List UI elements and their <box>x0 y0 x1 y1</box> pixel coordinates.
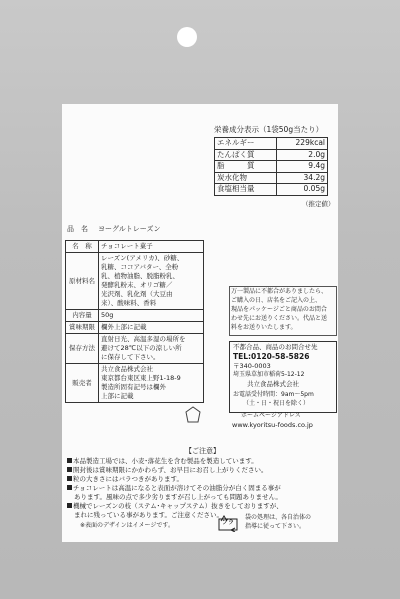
bullet-icon <box>67 458 72 463</box>
ingredients-line: 発酵乳粉末、オリゴ糖／ <box>101 281 173 289</box>
storage-line: に保存して下さい。 <box>101 353 160 361</box>
nutrition-title: 栄養成分表示（1袋50g当たり） <box>214 125 324 134</box>
design-note: ※表面のデザインはイメージです。 <box>80 522 174 529</box>
seller-line: 東京都台東区東上野1-18-9 <box>101 374 181 382</box>
caution-text: 本品製造工場では、小麦･落花生を含む製品を製造しています。 <box>73 457 258 465</box>
nutrition-row <box>215 161 328 173</box>
caution-item <box>67 458 258 465</box>
seller-line: 製造所固有記号は欄外 <box>101 383 166 391</box>
nutrition-label: 炭水化物 <box>215 172 277 184</box>
contents-value: 50g <box>99 310 204 322</box>
expiry-label: 賞味期限 <box>66 322 99 334</box>
bullet-icon <box>67 503 72 508</box>
name-value: チョコレート菓子 <box>99 241 204 253</box>
storage-line: 避けて28℃以下の涼しい所 <box>101 344 182 352</box>
contact-title: 不都合品、商品のお問合せ先 <box>233 343 318 351</box>
nutrition-value: 2.0g <box>277 149 328 161</box>
caution-continuation: まれに残っている事があります。ご注意ください。 <box>74 511 223 519</box>
caution-text: 開封後は賞味期限にかかわらず、お早目にお召し上がりください。 <box>73 466 268 474</box>
storage-value <box>99 334 204 364</box>
contents-label: 内容量 <box>66 310 99 322</box>
recycle-note-line: 指導に従って下さい。 <box>245 523 306 530</box>
nutrition-row <box>215 149 328 161</box>
caution-item <box>67 476 183 483</box>
package-material-icon <box>182 404 204 426</box>
ingredients-line: 乳糖、ココアバター、全粉 <box>101 263 179 271</box>
nutrition-value: 229kcal <box>277 138 328 150</box>
nutrition-table <box>214 137 328 196</box>
nutrition-value: 34.2g <box>277 172 328 184</box>
contact-hours: お電話受付時間：9am〜5pm <box>233 391 314 398</box>
ingredients-line: 光沢剤、乳化剤（大豆由 <box>101 290 173 298</box>
nutrition-label: 食塩相当量 <box>215 184 277 196</box>
homepage-label: ホームページアドレス <box>241 412 301 419</box>
caution-text: 機械でレーズンの枝（ステム･キャップステム）抜きをしておりますが、 <box>73 502 283 510</box>
nutrition-label: たんぱく質 <box>215 149 277 161</box>
ingredients-line: レーズン(アメリカ)、砂糖、 <box>101 254 184 262</box>
storage-line: 直射日光、高温多湿の場所を <box>101 335 186 343</box>
ingredients-line: 乳、植物油脂、脱脂粉乳、 <box>101 272 179 280</box>
seller-line: 共立食品株式会社 <box>101 365 153 373</box>
bullet-icon <box>67 485 72 490</box>
storage-label: 保存方法 <box>66 334 99 364</box>
contact-address: 埼玉県草加市稲荷5-12-12 <box>233 371 305 378</box>
nutrition-value: 9.4g <box>277 161 328 173</box>
seller-value <box>99 364 204 403</box>
seller-line: 上部に記載 <box>101 392 134 400</box>
caution-text: 粒の大きさにはバラつきがあります。 <box>73 475 183 483</box>
cautions-title: 【ご注意】 <box>185 447 220 455</box>
nutrition-row <box>215 184 328 196</box>
caution-text: チョコレートは高温になると表面が溶けてその油脂分が白く固まる事が <box>73 484 281 492</box>
return-note-line: わせ先にお送りください。代品と送 <box>231 315 328 322</box>
product-name-label: 品 名 <box>67 225 88 233</box>
bullet-icon <box>67 476 72 481</box>
nutrition-label: エネルギー <box>215 138 277 150</box>
name-label: 名 称 <box>66 241 99 253</box>
recycle-mark-text: プラ <box>222 519 235 526</box>
caution-item <box>67 485 281 492</box>
contact-company: 共立食品株式会社 <box>247 380 299 388</box>
product-name-value: ヨーグルトレーズン <box>98 225 161 233</box>
caution-continuation: あります。風味の点で多少劣りますが召し上がっても問題ありません。 <box>74 493 282 501</box>
caution-item <box>67 467 267 474</box>
ingredients-label: 原材料名 <box>66 253 99 310</box>
ingredients-value <box>99 253 204 310</box>
bullet-icon <box>67 467 72 472</box>
return-note-line: 万一製品に不都合がありましたら、 <box>231 288 328 295</box>
ingredients-table <box>65 240 204 403</box>
ingredients-line: 来）、酸味料、香料 <box>101 299 157 307</box>
contact-postal: 〒340-0003 <box>233 362 271 370</box>
nutrition-value: 0.05g <box>277 184 328 196</box>
nutrition-note: （推定値） <box>302 200 335 208</box>
return-note-line: ご購入の日、店名をご記入の上、 <box>231 297 322 304</box>
caution-item <box>67 503 283 510</box>
nutrition-row <box>215 172 328 184</box>
hang-hole <box>177 27 197 47</box>
nutrition-row <box>215 138 328 150</box>
contact-phone: TEL:0120-58-5826 <box>233 352 310 361</box>
expiry-value: 欄外上部に記載 <box>99 322 204 334</box>
return-note-line: 現品をパッケージごと商品のお問合 <box>231 306 327 313</box>
return-note-line: 料をお送りいたします。 <box>231 324 297 331</box>
homepage-url[interactable]: www.kyoritsu-foods.co.jp <box>232 421 313 429</box>
recycle-note-line: 袋の処理は、各自治体の <box>245 514 312 521</box>
contact-hours-note: （土・日・祝日を除く） <box>243 400 310 407</box>
seller-label: 販売者 <box>66 364 99 403</box>
nutrition-label: 脂 質 <box>215 161 277 173</box>
